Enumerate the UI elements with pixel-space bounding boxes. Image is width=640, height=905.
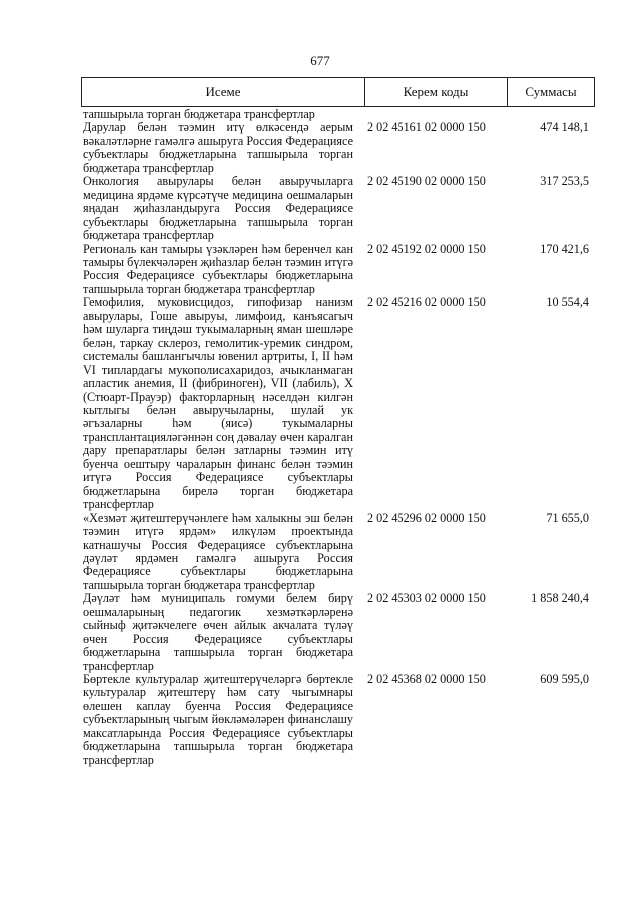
row-code xyxy=(353,108,505,121)
row-name: тапшырыла торган бюджетара трансфертлар xyxy=(83,107,315,121)
table-row xyxy=(83,108,593,121)
row-amount xyxy=(505,108,593,121)
row-code: 2 02 45368 02 0000 150 xyxy=(367,672,486,687)
table-body xyxy=(83,108,593,767)
row-name: Онкология авырулары белән авыручыларга медицина ярдәме күрсәтүче медицина оешмаларын яңадан җиһазландыруга Россия Федерациясе субъектлары бюджетларына тапшырыла торган бюджетара трансфертлар xyxy=(83,174,353,243)
row-amount: 609 595,0 xyxy=(540,672,589,687)
row-name: Региональ кан тамыры үзәкләрен һәм беренчел кан тамыры бүлекчәләрен җиһазлар белән тәэмин итүгә Россия Федерациясе субъектлары бюджетларына тапшырыла торган бюджетара трансфертлар xyxy=(83,241,353,296)
row-amount: 71 655,0 xyxy=(546,510,589,525)
header-amount: Суммасы xyxy=(525,84,577,99)
row-name: Дәүләт һәм муниципаль гомуми белем бирү оешмаларының педагогик хезмәткәрләренә сыйныф җитәкчелеге өчен айлык акчалата түләү өчен Россия Федерациясе субъектлары бюджетларына тапшырыла торган бюджетара трансфертлар xyxy=(83,591,353,673)
row-amount: 170 421,6 xyxy=(540,241,589,256)
header-name: Исеме xyxy=(82,78,365,106)
row-code: 2 02 45303 02 0000 150 xyxy=(367,591,486,606)
table-row xyxy=(83,673,593,767)
table-row xyxy=(83,512,593,593)
row-name: Гемофилия, муковисцидоз, гипофизар нанизм авырулары, Гоше авыруы, лимфоид, канъясагыч һәм шуларга тиңдәш тукымаларның яман шешләре белән, таркау склероз, гемолитик-уремик синдром, системалы башлангычлы ювенил артриты, I, II һәм VI типлардагы мукополисахаридоз, ачыкланмаган апластик анемия, II (фибриноген), VII (лабиль), X (Стюарт-Прауэр) факторларның нәселдән килгән кытлыгы белән авыручыларны, шулай ук әгъзаларны һәм (яисә) тукымаларны трансплантацияләгәннән соң дәвалау өчен каралган дару препаратлары белән затларны тәэмин итү буенча оештыру чараларын финанс белән тәэмин итүгә Россия Федерациясе субъектлары бюджетларына бирелә торган бюджетара трансфертлар xyxy=(83,295,353,512)
page-number: 677 xyxy=(310,53,330,68)
row-code: 2 02 45161 02 0000 150 xyxy=(367,120,486,135)
row-amount: 1 858 240,4 xyxy=(531,591,589,606)
row-name: Бөртекле культуралар җитештерүчеләргә бөртекле культуралар җитештерү һәм сату чыгымнары өлешен каплау буенча Россия Федерациясе субъектларының чыгым йөкләмәләрен финанслашу максатларында Россия Федерациясе субъектлары бюджетларына тапшырыла торган бюджетара трансфертлар xyxy=(83,672,353,767)
row-amount: 317 253,5 xyxy=(540,174,589,189)
row-name: «Хезмәт җитештерүчәнлеге һәм халыкны эш белән тәэмин итүгә ярдәм» илкүләм проектында катнашучы Россия Федерациясе субъектларына дәүләт ярдәмен гамәлгә ашыруга Россия Федерациясе субъектлары бюджетларына тапшырыла торган бюджетара трансфертлар xyxy=(83,510,353,592)
table-row xyxy=(83,296,593,511)
row-code: 2 02 45296 02 0000 150 xyxy=(367,510,486,525)
header-code: Керем коды xyxy=(365,78,508,106)
table-header xyxy=(81,77,595,107)
table-row xyxy=(83,121,593,175)
row-name: Дарулар белән тәэмин итү өлкәсендә аерым вәкаләтләрне гамәлгә ашыруга Россия Федерациясе субъектлары бюджетларына тапшырыла торган бюджетара трансфертлар xyxy=(83,120,353,175)
row-amount: 10 554,4 xyxy=(546,295,589,310)
row-code: 2 02 45216 02 0000 150 xyxy=(367,295,486,310)
row-code: 2 02 45190 02 0000 150 xyxy=(367,174,486,189)
table-row xyxy=(83,175,593,242)
row-code: 2 02 45192 02 0000 150 xyxy=(367,241,486,256)
table-row xyxy=(83,243,593,297)
table-row xyxy=(83,592,593,673)
row-amount: 474 148,1 xyxy=(540,120,589,135)
